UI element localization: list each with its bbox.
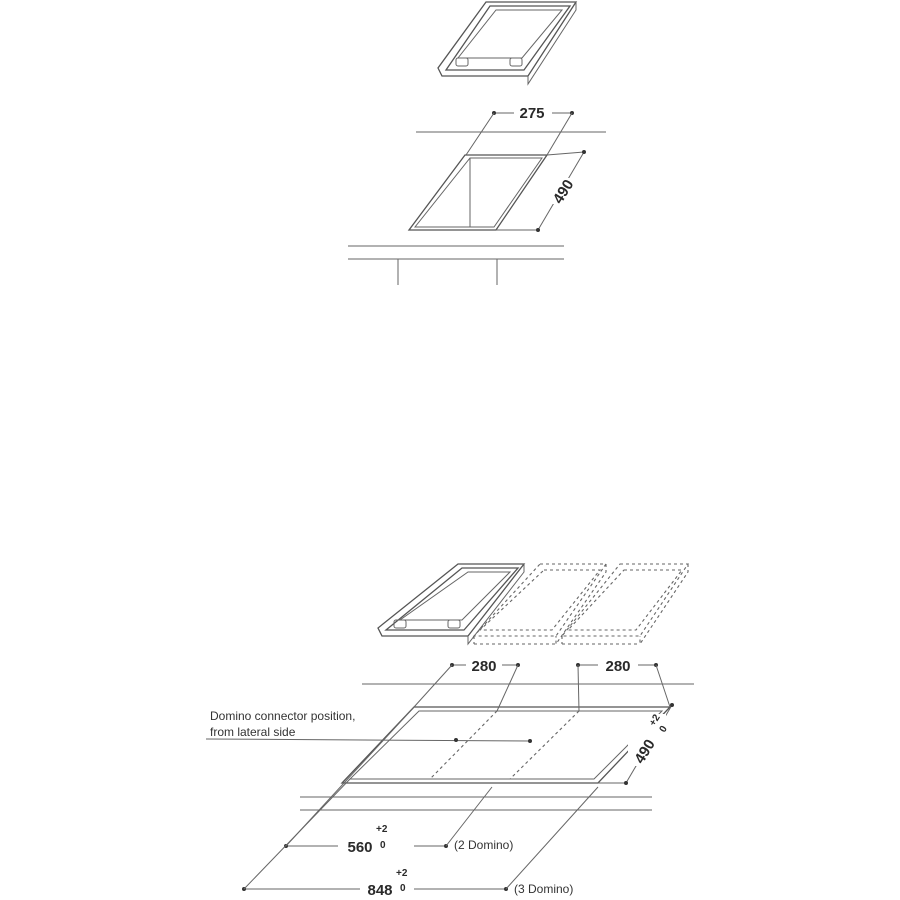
three-domino-tol-upper: +2 <box>396 868 408 879</box>
top-hob-unit <box>438 2 576 84</box>
three-domino-value: 848 <box>367 882 393 899</box>
bottom-depth-label: 490 <box>631 736 659 767</box>
top-depth-label: 490 <box>549 176 578 207</box>
top-width-dimension <box>466 105 574 155</box>
module2-width-label: 280 <box>605 658 631 675</box>
connector-note <box>210 709 355 739</box>
three-domino-note: (3 Domino) <box>514 882 574 896</box>
two-domino-tol-lower: 0 <box>380 840 386 851</box>
top-width-label: 275 <box>519 105 545 122</box>
top-depth-dimension <box>496 150 586 232</box>
module1-width-label: 280 <box>471 658 497 675</box>
two-domino-note: (2 Domino) <box>454 838 514 852</box>
bottom-worktop-cutout <box>206 684 694 810</box>
top-worktop-cutout <box>348 132 606 285</box>
dotted-additional-hob-1 <box>474 564 606 644</box>
bottom-depth-tol-lower: 0 <box>657 724 670 735</box>
bottom-depth-tol-upper: +2 <box>647 712 663 729</box>
bottom-depth-dimension <box>598 703 674 785</box>
two-domino-value: 560 <box>347 839 373 856</box>
three-domino-tol-lower: 0 <box>400 883 406 894</box>
connector-note-line1: Domino connector position, <box>210 709 356 723</box>
dotted-additional-hob-2 <box>562 564 688 644</box>
bottom-hob-unit <box>378 564 524 644</box>
connector-note-line2: from lateral side <box>210 725 296 739</box>
two-domino-tol-upper: +2 <box>376 824 388 835</box>
